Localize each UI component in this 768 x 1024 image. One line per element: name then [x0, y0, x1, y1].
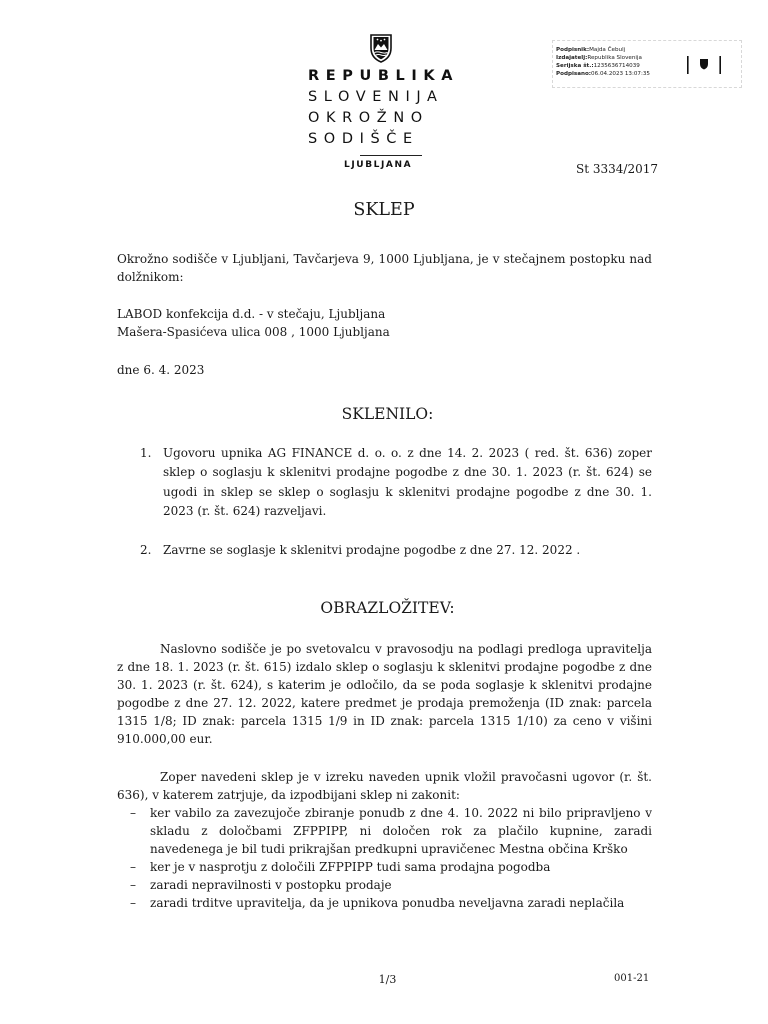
signature-value: 06.04.2023 13:07:35: [591, 71, 650, 77]
form-code: 001-21: [614, 973, 650, 984]
item-number: 1.: [140, 446, 152, 460]
intro-paragraph: Okrožno sodišče v Ljubljani, Tavčarjeva 9, 1000 Ljubljana, je v stečajnem postopku nad dolžnikom:: [117, 252, 652, 285]
signature-value: Republika Slovenija: [587, 55, 642, 61]
coat-of-arms-icon: [369, 33, 393, 63]
list-item: – ker vabilo za zavezujoče zbiranje ponudb z dne 4. 10. 2022 ni bilo pripravljeno v skladu z določbami ZFPPIPP, ni določen rok za plačilo kupnine, zaradi navedenega je bil tudi prikrajšan predkupni upravičenec Mestna občina Krško: [130, 804, 652, 858]
signature-seal-icon: [686, 54, 722, 76]
court-line-slovenija: SLOVENIJA: [308, 89, 444, 105]
decision-heading: SKLENILO:: [341, 405, 434, 423]
court-city: LJUBLJANA: [344, 160, 413, 170]
letterhead-divider: [360, 155, 422, 156]
signature-value: Majda Čebulj: [589, 47, 626, 53]
signature-label: Serijska št.:: [556, 63, 594, 69]
list-item: – ker je v nasprotju z določili ZFPPIPP tudi sama prodajna pogodba: [130, 858, 652, 876]
signature-row-signer: [556, 46, 741, 54]
court-letterhead: [308, 66, 458, 170]
objections-list: [130, 804, 652, 913]
court-line-republika: REPUBLIKA: [308, 68, 460, 84]
decision-item: [140, 541, 652, 560]
signature-label: Izdajatelj:: [556, 55, 588, 61]
debtor-address: Mašera-Spasićeva ulica 008 , 1000 Ljubljana: [117, 325, 390, 339]
item-text: Zavrne se soglasje k sklenitvi prodajne pogodbe z dne 27. 12. 2022 .: [163, 543, 581, 557]
list-item: – zaradi nepravilnosti v postopku prodaje: [130, 876, 652, 894]
signature-value: 1235636714039: [593, 63, 640, 69]
decision-item: [140, 444, 652, 521]
reasoning-paragraph-1: [117, 640, 652, 749]
signature-label: Podpisnik:: [556, 47, 590, 53]
decision-date: dne 6. 4. 2023: [117, 363, 205, 377]
paragraph-text: Naslovno sodišče je po svetovalcu v pravosodju na podlagi predloga upravitelja z dne 18. 1. 2023 (r. št. 615) izdalo sklep o soglasju k sklenitvi prodajne pogodbe z dne 30. 1. 2023 (r. št. 624), s katerim je odločilo, da se poda soglasje k sklenitvi prodajne pogodbe z dne 27. 12. 2022, katere predmet je prodaja premoženja (ID znak: parcela 1315 1/8; ID znak: parcela 1315 1/9 in ID znak: parcela 1315 1/10) za ceno v višini 910.000,00 eur.: [117, 642, 652, 747]
case-number: St 3334/2017: [576, 162, 658, 176]
page-number: 1/3: [378, 973, 397, 986]
document-title: SKLEP: [353, 200, 415, 220]
signature-label: Podpisano:: [556, 71, 592, 77]
item-number: 2.: [140, 543, 152, 557]
debtor-name: LABOD konfekcija d.d. - v stečaju, Ljubljana: [117, 307, 386, 321]
court-line-okrozno: OKROŽNO: [308, 110, 429, 126]
court-line-sodisce: SODIŠČE: [308, 131, 419, 147]
list-item: – zaradi trditve upravitelja, da je upnikova ponudba neveljavna zaradi neplačila: [130, 894, 652, 912]
reasoning-heading: OBRAZLOŽITEV:: [320, 599, 455, 617]
item-text: Ugovoru upnika AG FINANCE d. o. o. z dne 14. 2. 2023 ( red. št. 636) zoper sklep o soglasju k sklenitvi prodajne pogodbe z dne 30. 1. 2023 (r. št. 624) se ugodi in sklep se sklep o soglasju k sklenitvi prodajne pogodbe z dne 30. 1. 2023 (r. št. 624) razveljavi.: [163, 446, 652, 518]
reasoning-paragraph-2: [117, 768, 652, 804]
paragraph-text: Zoper navedeni sklep je v izreku naveden upnik vložil pravočasni ugovor (r. št. 636), v katerem zatrjuje, da izpodbijani sklep ni zakonit:: [117, 770, 652, 803]
